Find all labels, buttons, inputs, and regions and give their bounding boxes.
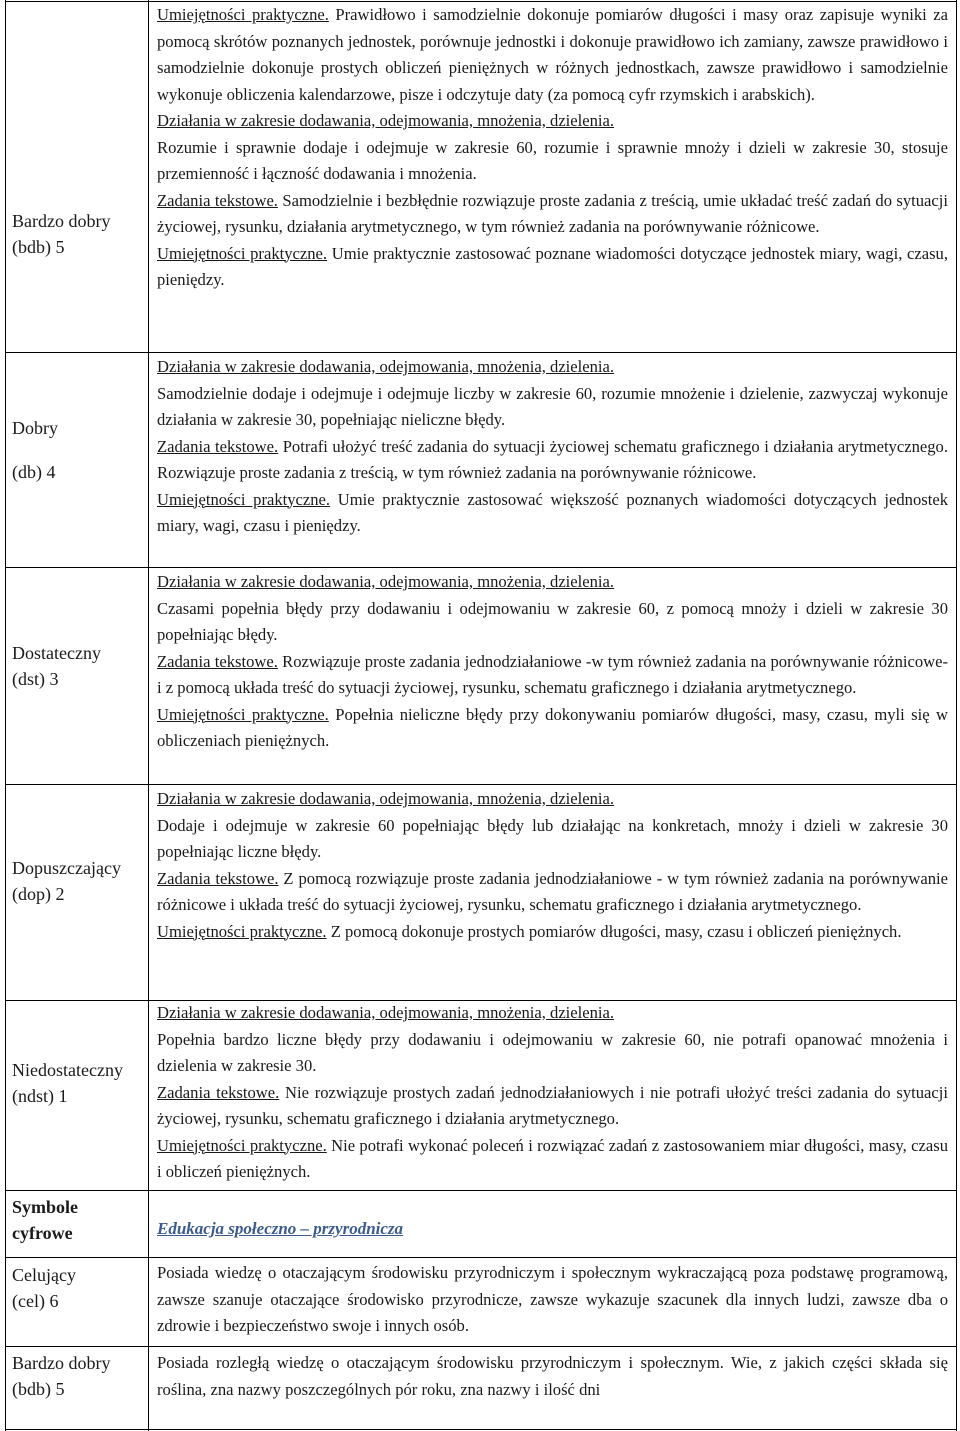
criteria-text: Nie potrafi wykonać poleceń i rozwiązać zadań z zastosowaniem miar długości, masy, czasu i obliczeń pieniężnych. bbox=[157, 1135, 948, 1181]
grade-code: (db) 4 bbox=[12, 462, 56, 482]
criteria-text: Prawidłowo i samodzielnie dokonuje pomiarów długości i masy oraz zapisuje wyniki za pomocą skrótów poznanych jednostek, porównuje jednostki i dokonuje prawidłowo ich zamiany, zawsze prawidłowo i samodzielnie dokonuje prostych obliczeń pieniężnych w różnych jednostkach, zawsze prawidłowo i samodzielnie wykonuje obliczenia kalendarzowe, pisze i odczytuje daty (za pomocą cyfr rzymskich i arabskich). bbox=[157, 5, 948, 104]
row-divider bbox=[5, 352, 957, 353]
table-right-border bbox=[956, 0, 957, 1431]
criteria-text: Z pomocą rozwiązuje proste zadania jednodziałaniowe - w tym również zadania na porównywanie różnicowe i układa treść do sytuacji życiowej, rysunku, schematu graficznego i działania arytmetycznego. bbox=[157, 868, 948, 914]
criteria-heading: Zadania tekstowe. bbox=[157, 190, 278, 210]
symbols-label bbox=[12, 1194, 146, 1246]
table-bottom-border bbox=[5, 1429, 957, 1430]
row-divider bbox=[5, 567, 957, 568]
section-heading-row bbox=[157, 1216, 948, 1243]
grade-label-ndst bbox=[12, 1057, 146, 1109]
grade-name: Bardzo dobry bbox=[12, 1353, 111, 1373]
grade-code: (bdb) 5 bbox=[12, 1379, 65, 1399]
criteria-text: Rozumie i sprawnie dodaje i odejmuje w zakresie 60, rozumie i sprawnie mnoży i dzieli w zakresie 30, stosuje przemienność i łączność dodawania i mnożenia. bbox=[157, 137, 948, 183]
row-bdb-2-description bbox=[157, 1350, 948, 1403]
criteria-text: Samodzielnie dodaje i odejmuje i odejmuje liczby w zakresie 60, rozumie mnożenie i dzielenie, zazwyczaj wykonuje działania w zakresie 30, popełniając nieliczne błędy. bbox=[157, 383, 948, 429]
table-left-border bbox=[5, 0, 6, 1431]
grade-label-bdb bbox=[12, 208, 146, 260]
grade-label-dop bbox=[12, 855, 146, 907]
criteria-text: Potrafi ułożyć treść zadania do sytuacji życiowej schematu graficznego i działania arytmetycznego. Rozwiązuje proste zadania z treścią, w tym również zadania na porównywanie różnicowe. bbox=[157, 436, 948, 482]
criteria-text: Umie praktycznie zastosować poznane wiadomości dotyczące jednostek miary, wagi, czasu, pieniędzy. bbox=[157, 243, 949, 289]
criteria-heading: Zadania tekstowe. bbox=[157, 868, 279, 888]
grade-label-db bbox=[12, 415, 146, 485]
criteria-heading: Działania w zakresie dodawania, odejmowania, mnożenia, dzielenia. bbox=[157, 111, 615, 130]
criteria-heading: Działania w zakresie dodawania, odejmowania, mnożenia, dzielenia. bbox=[157, 1003, 615, 1022]
criteria-text: Czasami popełnia błędy przy dodawaniu i odejmowaniu w zakresie 60, z pomocą mnoży i dzieli w zakresie 30 popełniając błędy. bbox=[157, 598, 948, 644]
criteria-text: Posiada rozległą wiedzę o otaczającym środowisku przyrodniczym i społecznym. Wie, z jakich części składa się roślina, zna nazwy poszczególnych pór roku, zna nazwy i ilość dni bbox=[157, 1353, 948, 1399]
criteria-heading: Umiejętności praktyczne. bbox=[157, 704, 329, 724]
grade-name: Dopuszczający bbox=[12, 858, 121, 878]
grade-name: Dostateczny bbox=[12, 643, 101, 663]
criteria-heading: Działania w zakresie dodawania, odejmowania, mnożenia, dzielenia. bbox=[157, 789, 615, 808]
grade-name: Celujący bbox=[12, 1265, 76, 1285]
grade-name: Dobry bbox=[12, 418, 58, 438]
criteria-text: Samodzielnie i bezbłędnie rozwiązuje proste zadania z treścią, umie układać treść zadań do sytuacji życiowej, rysunku, działania arytmetycznego, w tym również zadania na porównywanie różnicowe. bbox=[157, 190, 949, 236]
criteria-heading: Działania w zakresie dodawania, odejmowania, mnożenia, dzielenia. bbox=[157, 357, 615, 376]
row-ndst-description bbox=[157, 1000, 948, 1186]
grade-code: (ndst) 1 bbox=[12, 1086, 68, 1106]
criteria-text: Z pomocą dokonuje prostych pomiarów długości, masy, czasu i obliczeń pieniężnych. bbox=[326, 921, 902, 941]
section-heading: Edukacja społeczno – przyrodnicza bbox=[157, 1219, 404, 1238]
grade-code: (bdb) 5 bbox=[12, 237, 65, 257]
criteria-heading: Umiejętności praktyczne. bbox=[157, 5, 329, 24]
row-divider bbox=[5, 1346, 957, 1347]
table-column-divider bbox=[148, 0, 149, 1431]
grade-label-cel bbox=[12, 1262, 146, 1314]
criteria-heading: Umiejętności praktyczne. bbox=[157, 243, 328, 263]
criteria-heading: Umiejętności praktyczne. bbox=[157, 489, 331, 509]
criteria-heading: Umiejętności praktyczne. bbox=[157, 921, 327, 941]
criteria-heading: Działania w zakresie dodawania, odejmowania, mnożenia, dzielenia. bbox=[157, 572, 615, 591]
grade-name: Bardzo dobry bbox=[12, 211, 111, 231]
criteria-text: Posiada wiedzę o otaczającym środowisku przyrodniczym i społecznym wykraczającą poza podstawę programową, zawsze szanuje otaczające środowisko przyrodnicze, zawsze wykazuje szacunek dla innych ludzi, zawsze dba o zdrowie i bezpieczeństwo swoje i innych osób. bbox=[157, 1263, 948, 1335]
symbols-line-1: Symbole bbox=[12, 1197, 79, 1217]
row-divider bbox=[5, 1257, 957, 1258]
row-db-description bbox=[157, 354, 948, 540]
row-divider bbox=[5, 1190, 957, 1191]
grade-label-bdb-2 bbox=[12, 1350, 146, 1402]
criteria-text: Rozwiązuje proste zadania jednodziałaniowe -w tym również zadania na porównywanie różnicowe- i z pomocą układa treść do sytuacji życiowej, rysunku, schematu graficznego i działania arytmetycznego. bbox=[157, 651, 949, 697]
row-cel-description bbox=[157, 1260, 948, 1340]
criteria-text: Nie rozwiązuje prostych zadań jednodziałaniowych i nie potrafi ułożyć treści zadania do sytuacji życiowej, rysunku, schematu graficznego i działania arytmetycznego. bbox=[157, 1082, 948, 1128]
grade-label-dst bbox=[12, 640, 146, 692]
criteria-heading: Umiejętności praktyczne. bbox=[157, 1135, 327, 1155]
grade-name: Niedostateczny bbox=[12, 1060, 123, 1080]
criteria-heading: Zadania tekstowe. bbox=[157, 651, 278, 671]
criteria-text: Popełnia bardzo liczne błędy przy dodawaniu i odejmowaniu w zakresie 60, nie potrafi opanować mnożenia i dzielenia w zakresie 30. bbox=[157, 1029, 948, 1075]
grade-code: (dop) 2 bbox=[12, 884, 65, 904]
grade-code: (cel) 6 bbox=[12, 1291, 59, 1311]
criteria-text: Umie praktycznie zastosować większość poznanych wiadomości dotyczących jednostek miary, wagi, czasu i pieniędzy. bbox=[157, 489, 948, 535]
grade-code: (dst) 3 bbox=[12, 669, 59, 689]
row-dop-description bbox=[157, 786, 948, 945]
row-bdb-description bbox=[157, 2, 948, 294]
criteria-text: Dodaje i odejmuje w zakresie 60 popełniając błędy lub działając na konkretach, mnoży i dzieli w zakresie 30 popełniając liczne błędy. bbox=[157, 815, 948, 861]
criteria-heading: Zadania tekstowe. bbox=[157, 436, 279, 456]
criteria-text: Popełnia nieliczne błędy przy dokonywaniu pomiarów długości, masy, czasu, myli się w obliczeniach pieniężnych. bbox=[157, 704, 948, 750]
criteria-heading: Zadania tekstowe. bbox=[157, 1082, 280, 1102]
row-dst-description bbox=[157, 569, 948, 755]
row-divider bbox=[5, 784, 957, 785]
symbols-line-2: cyfrowe bbox=[12, 1223, 73, 1243]
